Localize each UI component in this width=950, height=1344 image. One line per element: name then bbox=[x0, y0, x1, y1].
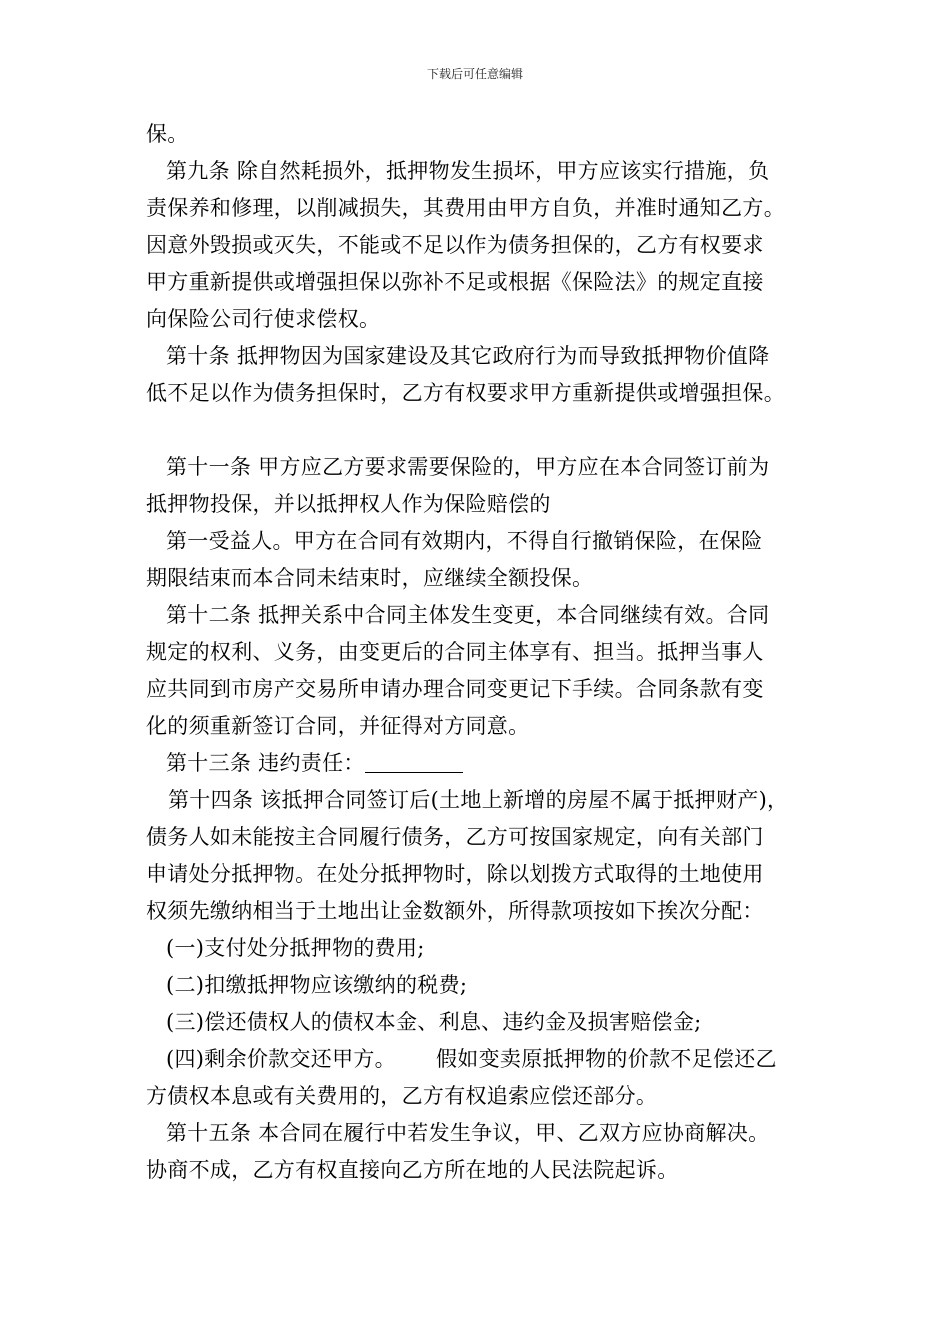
text-line: 第一受益人。甲方在合同有效期内，不得自行撤销保险，在保险 bbox=[166, 529, 763, 553]
article-10-line: 第十条 抵押物因为国家建设及其它政府行为而导致抵押物价值降 bbox=[166, 344, 770, 368]
text-line: 债务人如未能按主合同履行债务，乙方可按国家规定，向有关部门 bbox=[146, 825, 764, 849]
text-line: 权须先缴纳相当于土地出让金数额外，所得款项按如下挨次分配： bbox=[146, 899, 764, 923]
fill-in-blank[interactable] bbox=[365, 750, 463, 773]
document-body bbox=[146, 116, 818, 1189]
list-item-text: (四)剩余价款交还甲方。 bbox=[166, 1047, 396, 1071]
text-line: 应共同到市房产交易所申请办理合同变更记下手续。合同条款有变 bbox=[146, 677, 764, 701]
text-line: 抵押物投保，并以抵押权人作为保险赔偿的 bbox=[146, 492, 551, 516]
text-line: 甲方重新提供或增强担保以弥补不足或根据《保险法》的规定直接 bbox=[146, 270, 764, 294]
text-line: 规定的权利、义务，由变更后的合同主体享有、担当。抵押当事人 bbox=[146, 640, 764, 664]
text-line: 向保险公司行使求偿权。 bbox=[146, 307, 381, 331]
list-item: (一)支付处分抵押物的费用; bbox=[166, 936, 425, 960]
text-line: 化的须重新签订合同，并征得对方同意。 bbox=[146, 714, 530, 738]
list-item: (二)扣缴抵押物应该缴纳的税费; bbox=[166, 973, 468, 997]
text-line: 方债权本息或有关费用的，乙方有权追索应偿还部分。 bbox=[146, 1084, 658, 1108]
article-13-line bbox=[146, 745, 818, 782]
list-item: (三)偿还债权人的债权本金、利息、违约金及损害赔偿金; bbox=[166, 1010, 702, 1034]
text-line: 协商不成，乙方有权直接向乙方所在地的人民法院起诉。 bbox=[146, 1158, 679, 1182]
text-line: 期限结束而本合同未结束时，应继续全额投保。 bbox=[146, 566, 594, 590]
text-line: 低不足以作为债务担保时，乙方有权要求甲方重新提供或增强担保。 bbox=[146, 381, 785, 405]
article-15-line: 第十五条 本合同在履行中若发生争议，甲、乙双方应协商解决。 bbox=[166, 1121, 770, 1145]
article-9-line: 第九条 除自然耗损外，抵押物发生损坏，甲方应该实行措施，负 bbox=[166, 159, 770, 183]
blank-line bbox=[146, 412, 818, 449]
page-header: 下载后可任意编辑 bbox=[426, 67, 523, 81]
text-line: 责保养和修理，以削减损失，其费用由甲方自负，并准时通知乙方。 bbox=[146, 196, 785, 220]
text-line: 申请处分抵押物。在处分抵押物时，除以划拨方式取得的土地使用 bbox=[146, 862, 764, 886]
article-12-line: 第十二条 抵押关系中合同主体发生变更，本合同继续有效。合同 bbox=[166, 603, 770, 627]
text-continuation: 假如变卖原抵押物的价款不足偿还乙 bbox=[436, 1047, 777, 1071]
article-13-text: 第十三条 违约责任： bbox=[166, 751, 365, 775]
article-11-line: 第十一条 甲方应乙方要求需要保险的，甲方应在本合同签订前为 bbox=[166, 455, 770, 479]
text-line: 因意外毁损或灭失，不能或不足以作为债务担保的，乙方有权要求 bbox=[146, 233, 764, 257]
text-line: 保。 bbox=[146, 122, 189, 146]
article-14-line: 第十四条 该抵押合同签订后(土地上新增的房屋不属于抵押财产)， bbox=[168, 788, 789, 812]
list-item bbox=[146, 1041, 818, 1078]
